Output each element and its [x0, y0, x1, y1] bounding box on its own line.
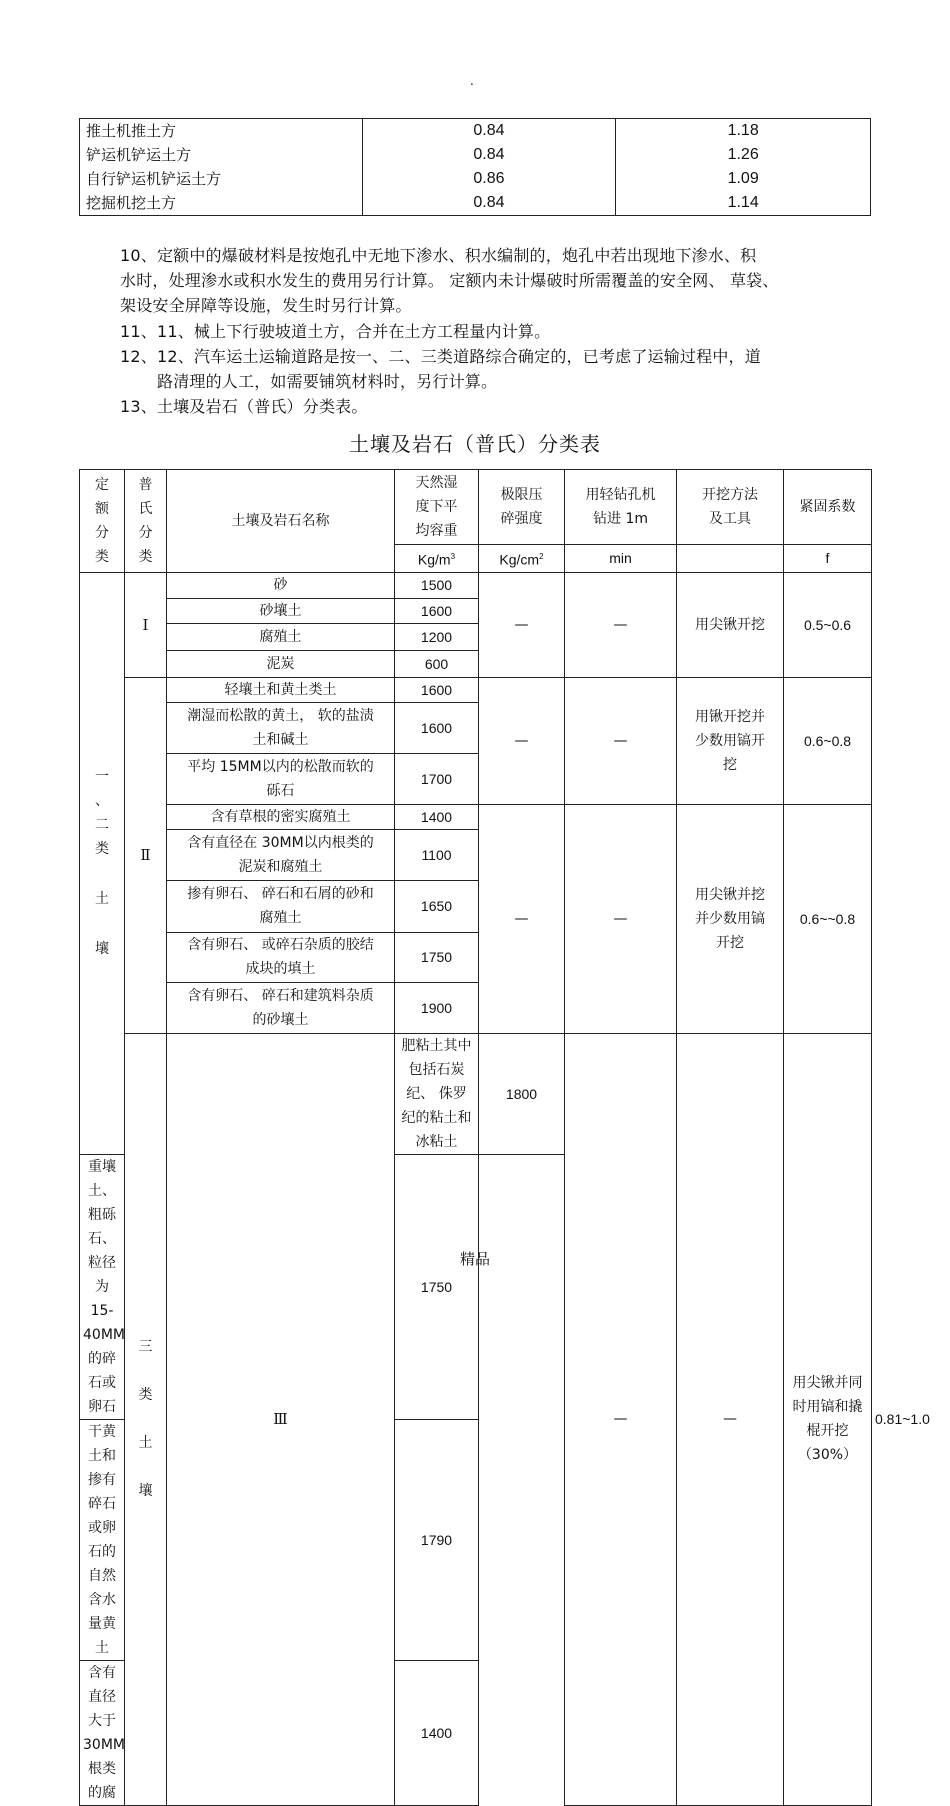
unit-method: [677, 545, 784, 573]
method-value: 用尖锹并同 时用镐和撬 棍开挖 （30%）: [784, 1033, 872, 1805]
density: 1700: [395, 753, 479, 804]
group-3-soil-label: 三 类 土 壤: [125, 1033, 167, 1805]
header-firmness: 紧固系数: [784, 470, 872, 545]
paragraph-13: 13、土壤及岩石（普氏）分类表。: [120, 397, 368, 416]
header-method: 开挖方法 及工具: [677, 470, 784, 545]
unit-time: min: [565, 545, 677, 573]
soil-name: 掺有卵石、 碎石和石屑的砂和 腐殖土: [167, 880, 395, 932]
group-1-2-soil-label: 一 、 二 类 土 壤: [80, 572, 125, 1154]
density: 1400: [395, 1660, 479, 1805]
paragraph-10-line1: 10、定额中的爆破材料是按炮孔中无地下渗水、积水编制的，炮孔中若出现地下渗水、积: [120, 246, 757, 265]
coef-a: 0.84: [362, 143, 616, 167]
density: 1790: [395, 1419, 479, 1660]
soil-classification-table: [79, 469, 930, 1806]
paragraph-12-line1: 12、12、汽车运土运输道路是按一、二、三类道路综合确定的，已考虑了运输过程中，道: [120, 347, 761, 366]
soil-name: 含有直径大于 30MM根类的腐: [80, 1660, 125, 1805]
table-row: [80, 191, 871, 216]
soil-name: 含有草根的密实腐殖土: [167, 804, 395, 829]
density: 1600: [395, 677, 479, 702]
soil-name: 轻壤土和黄土类土: [167, 677, 395, 702]
strength-value: —: [479, 572, 565, 677]
firmness-value: 0.5~0.6: [784, 572, 872, 677]
table-row: [80, 572, 872, 598]
strength-value: —: [479, 804, 565, 1033]
soil-name: 干黄土和掺有碎石或卵石的 自然含水量黄土: [80, 1419, 125, 1660]
soil-name: 含有卵石、 碎石和建筑料杂质 的砂壤土: [167, 982, 395, 1033]
soil-name: 砂壤土: [167, 598, 395, 623]
coef-b: 1.09: [616, 167, 871, 191]
table-row: [80, 677, 872, 702]
drill-time-value: —: [565, 572, 677, 677]
header-mark: .: [470, 74, 474, 88]
class-I: Ⅰ: [125, 572, 167, 677]
drill-time-value: —: [677, 1033, 784, 1805]
soil-name: 平均 15MM以内的松散而软的 砾石: [167, 753, 395, 804]
table-row: [80, 143, 871, 167]
table-row: 三 类 土 壤 Ⅲ 肥粘土其中包括石炭纪、 侏罗 纪的粘土和冰粘土 1800 — — 用尖锹并同 时用镐和撬 棍开挖 （30%） 0.81~1.0: [80, 1033, 872, 1154]
drill-time-value: —: [565, 804, 677, 1033]
density: 1800: [479, 1033, 565, 1154]
firmness-value: 0.6~0.8: [784, 677, 872, 804]
density: 1200: [395, 623, 479, 650]
method-value: 用尖锹开挖: [677, 572, 784, 677]
density: 1750: [395, 1154, 479, 1419]
unit-strength: $Kg/cm^2$: [479, 545, 565, 573]
paragraph-12-line2: 路清理的人工，如需要铺筑材料时，另行计算。: [157, 372, 498, 391]
machine-name: 自行铲运机铲运土方: [80, 167, 363, 191]
soil-name: 砂: [167, 572, 395, 598]
machine-name: 挖掘机挖土方: [80, 191, 363, 216]
drill-time-value: —: [565, 677, 677, 804]
soil-name: 含有直径在 30MM以内根类的 泥炭和腐殖土: [167, 829, 395, 880]
table-title: 土壤及岩石（普氏）分类表: [349, 432, 601, 456]
header-row: [80, 470, 872, 545]
soil-name: 重壤土、粗砾石、粒径为 15-40MM的碎石或卵石: [80, 1154, 125, 1419]
soil-name: 腐殖土: [167, 623, 395, 650]
unit-density: $Kg/m^3$: [395, 545, 479, 573]
density: 1600: [395, 702, 479, 753]
footer-label: 精品: [459, 1250, 490, 1268]
coefficient-table: [79, 118, 871, 216]
coef-b: 1.26: [616, 143, 871, 167]
paragraph-10-line3: 架设安全屏障等设施，发生时另行计算。: [120, 296, 412, 315]
paragraph-10-line2: 水时，处理渗水或积水发生的费用另行计算。 定额内未计爆破时所需覆盖的安全网、 草袋、: [120, 271, 779, 290]
coef-a: 0.84: [362, 191, 616, 216]
density: 1900: [395, 982, 479, 1033]
coef-a: 0.84: [362, 119, 616, 144]
paragraph-11: 11、11、械上下行驶坡道土方，合并在土方工程量内计算。: [120, 322, 551, 341]
density: 1400: [395, 804, 479, 829]
coef-b: 1.18: [616, 119, 871, 144]
strength-value: —: [479, 677, 565, 804]
header-protodyakonov-class: 普 氏 分 类: [125, 470, 167, 573]
method-value: 用锹开挖并 少数用镐开 挖: [677, 677, 784, 804]
header-strength: 极限压 碎强度: [479, 470, 565, 545]
table-row: [80, 167, 871, 191]
coef-b: 1.14: [616, 191, 871, 216]
density: 1100: [395, 829, 479, 880]
header-density: 天然湿 度下平 均容重: [395, 470, 479, 545]
machine-name: 推土机推土方: [80, 119, 363, 144]
soil-name: 肥粘土其中包括石炭纪、 侏罗 纪的粘土和冰粘土: [395, 1033, 479, 1154]
density: 1600: [395, 598, 479, 623]
unit-firmness: f: [784, 545, 872, 573]
table-row: [80, 119, 871, 144]
method-value: 用尖锹并挖 并少数用镐 开挖: [677, 804, 784, 1033]
class-III: Ⅲ: [167, 1033, 395, 1805]
strength-value: —: [565, 1033, 677, 1805]
soil-name: 含有卵石、 或碎石杂质的胶结 成块的填土: [167, 932, 395, 982]
firmness-value: 0.6~~0.8: [784, 804, 872, 1033]
header-soil-name: 土壤及岩石名称: [167, 470, 395, 573]
soil-name: 潮湿而松散的黄土， 软的盐渍 土和碱土: [167, 702, 395, 753]
density: 1650: [395, 880, 479, 932]
class-II: Ⅱ: [125, 677, 167, 1033]
header-quota-class: 定 额 分 类: [80, 470, 125, 573]
coef-a: 0.86: [362, 167, 616, 191]
density: 1750: [395, 932, 479, 982]
soil-name: 泥炭: [167, 650, 395, 677]
table-row: [80, 804, 872, 829]
header-drill-time: 用轻钻孔机 钻进 1m: [565, 470, 677, 545]
density: 1500: [395, 572, 479, 598]
machine-name: 铲运机铲运土方: [80, 143, 363, 167]
density: 600: [395, 650, 479, 677]
